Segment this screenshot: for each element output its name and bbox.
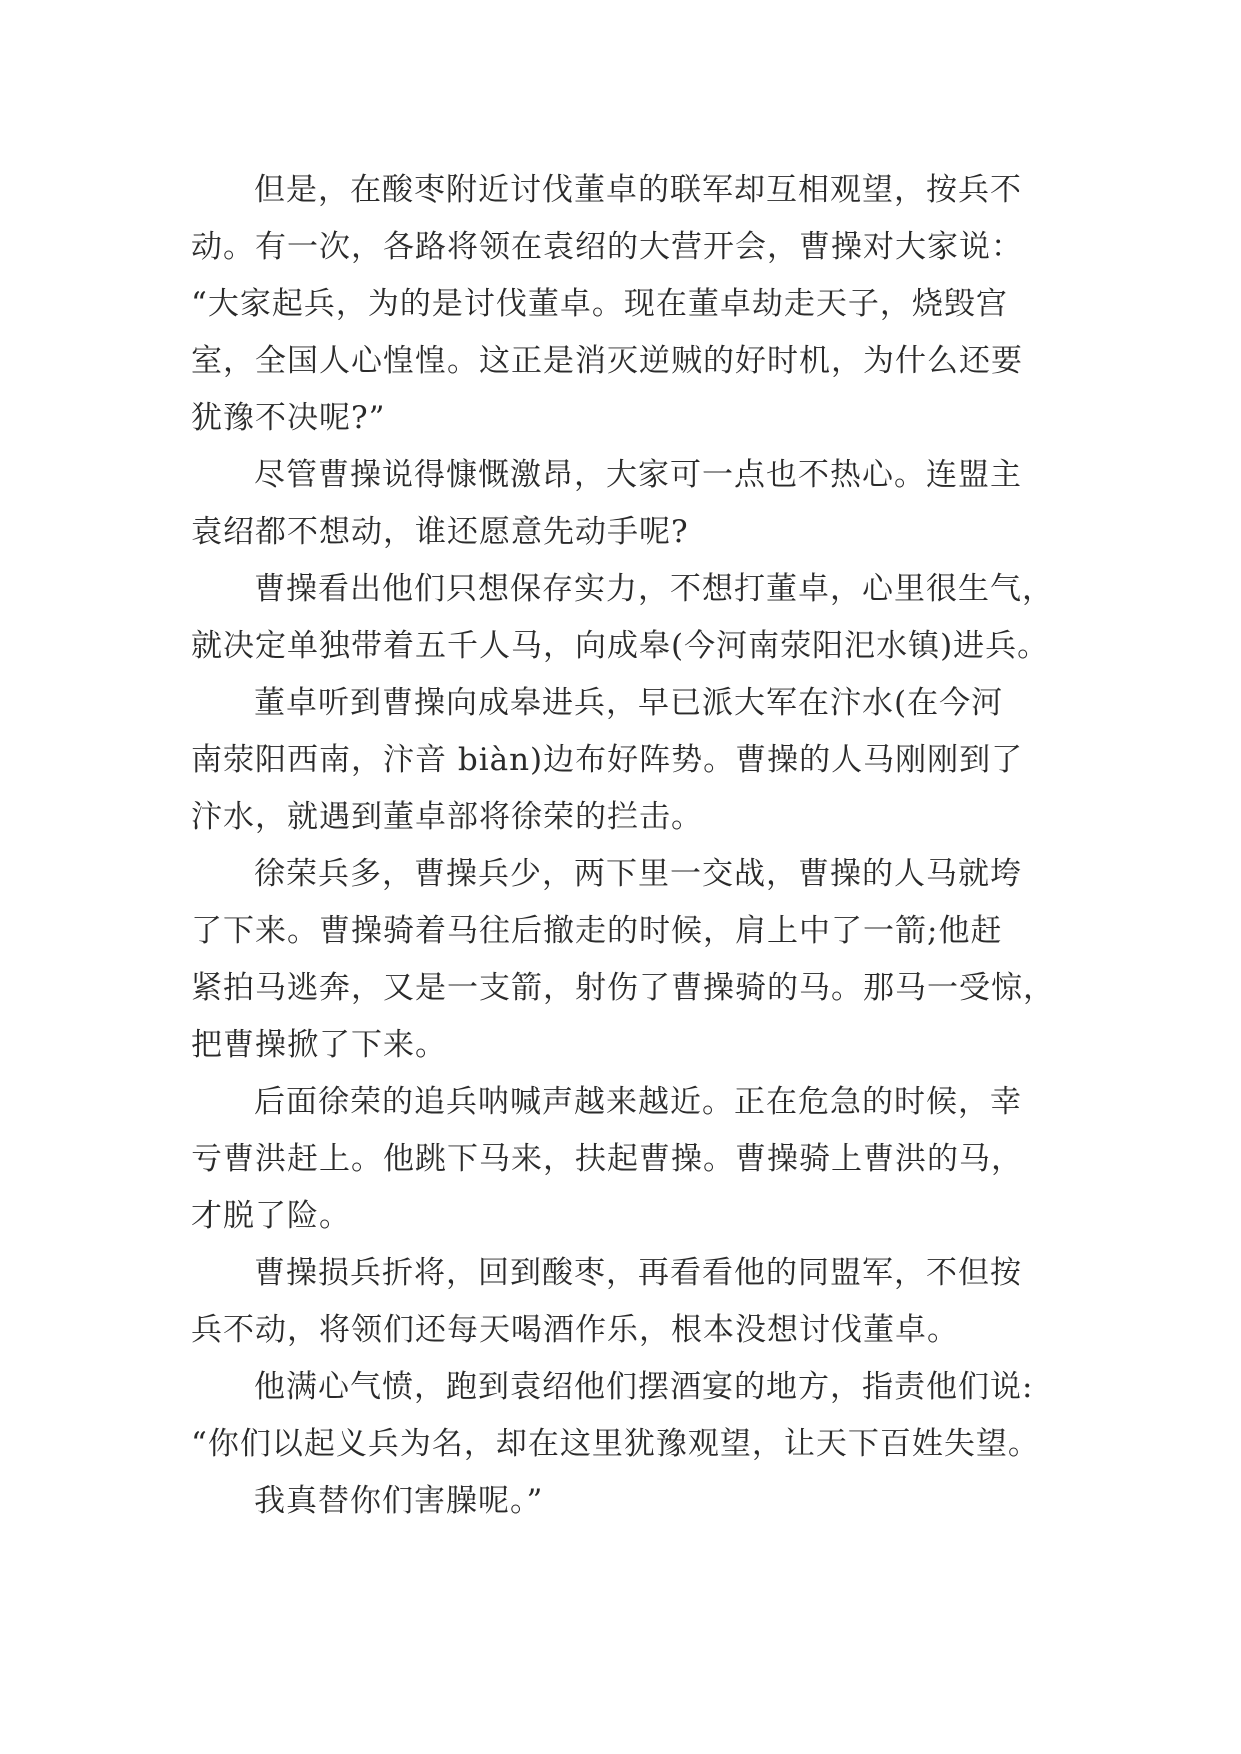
text-line: “大家起兵，为的是讨伐董卓。现在董卓劫走天子，烧毁宫	[191, 286, 1008, 322]
text-line: 徐荣兵多，曹操兵少，两下里一交战，曹操的人马就垮	[254, 856, 1022, 892]
text-line: 我真替你们害臊呢。”	[254, 1483, 544, 1519]
text-line: 董卓听到曹操向成皋进兵，早已派大军在汴水(在今河	[254, 685, 1004, 721]
text-line: 曹操损兵折将，回到酸枣，再看看他的同盟军，不但按	[254, 1255, 1022, 1291]
text-line: 才脱了险。	[191, 1198, 351, 1234]
text-line: 了下来。曹操骑着马往后撤走的时候，肩上中了一箭;他赶	[191, 913, 1003, 949]
text-line: 把曹操掀了下来。	[191, 1027, 447, 1063]
text-line: 后面徐荣的追兵呐喊声越来越近。正在危急的时候，幸	[254, 1084, 1022, 1120]
text-line: 曹操看出他们只想保存实力，不想打董卓，心里很生气，	[254, 571, 1054, 607]
text-line: 南荥阳西南，汴音 biàn)边布好阵势。曹操的人马刚刚到了	[191, 742, 1024, 778]
text-line: 但是，在酸枣附近讨伐董卓的联军却互相观望，按兵不	[254, 172, 1022, 208]
text-line: 就决定单独带着五千人马，向成皋(今河南荥阳汜水镇)进兵。	[191, 628, 1050, 664]
text-line: 兵不动，将领们还每天喝酒作乐，根本没想讨伐董卓。	[191, 1312, 959, 1348]
text-line: 亏曹洪赶上。他跳下马来，扶起曹操。曹操骑上曹洪的马，	[191, 1141, 1023, 1177]
text-line: “你们以起义兵为名，却在这里犹豫观望，让天下百姓失望。	[191, 1426, 1040, 1462]
text-line: 尽管曹操说得慷慨激昂，大家可一点也不热心。连盟主	[254, 457, 1022, 493]
text-line: 室，全国人心惶惶。这正是消灭逆贼的好时机，为什么还要	[191, 343, 1023, 379]
text-line: 汴水，就遇到董卓部将徐荣的拦击。	[191, 799, 703, 835]
text-line: 紧拍马逃奔，又是一支箭，射伤了曹操骑的马。那马一受惊，	[191, 970, 1055, 1006]
text-line: 犹豫不决呢?”	[191, 400, 386, 436]
text-line: 袁绍都不想动，谁还愿意先动手呢?	[191, 514, 689, 550]
text-line: 他满心气愤，跑到袁绍他们摆酒宴的地方，指责他们说:	[254, 1369, 1034, 1405]
text-line: 动。有一次，各路将领在袁绍的大营开会，曹操对大家说：	[191, 229, 1023, 265]
